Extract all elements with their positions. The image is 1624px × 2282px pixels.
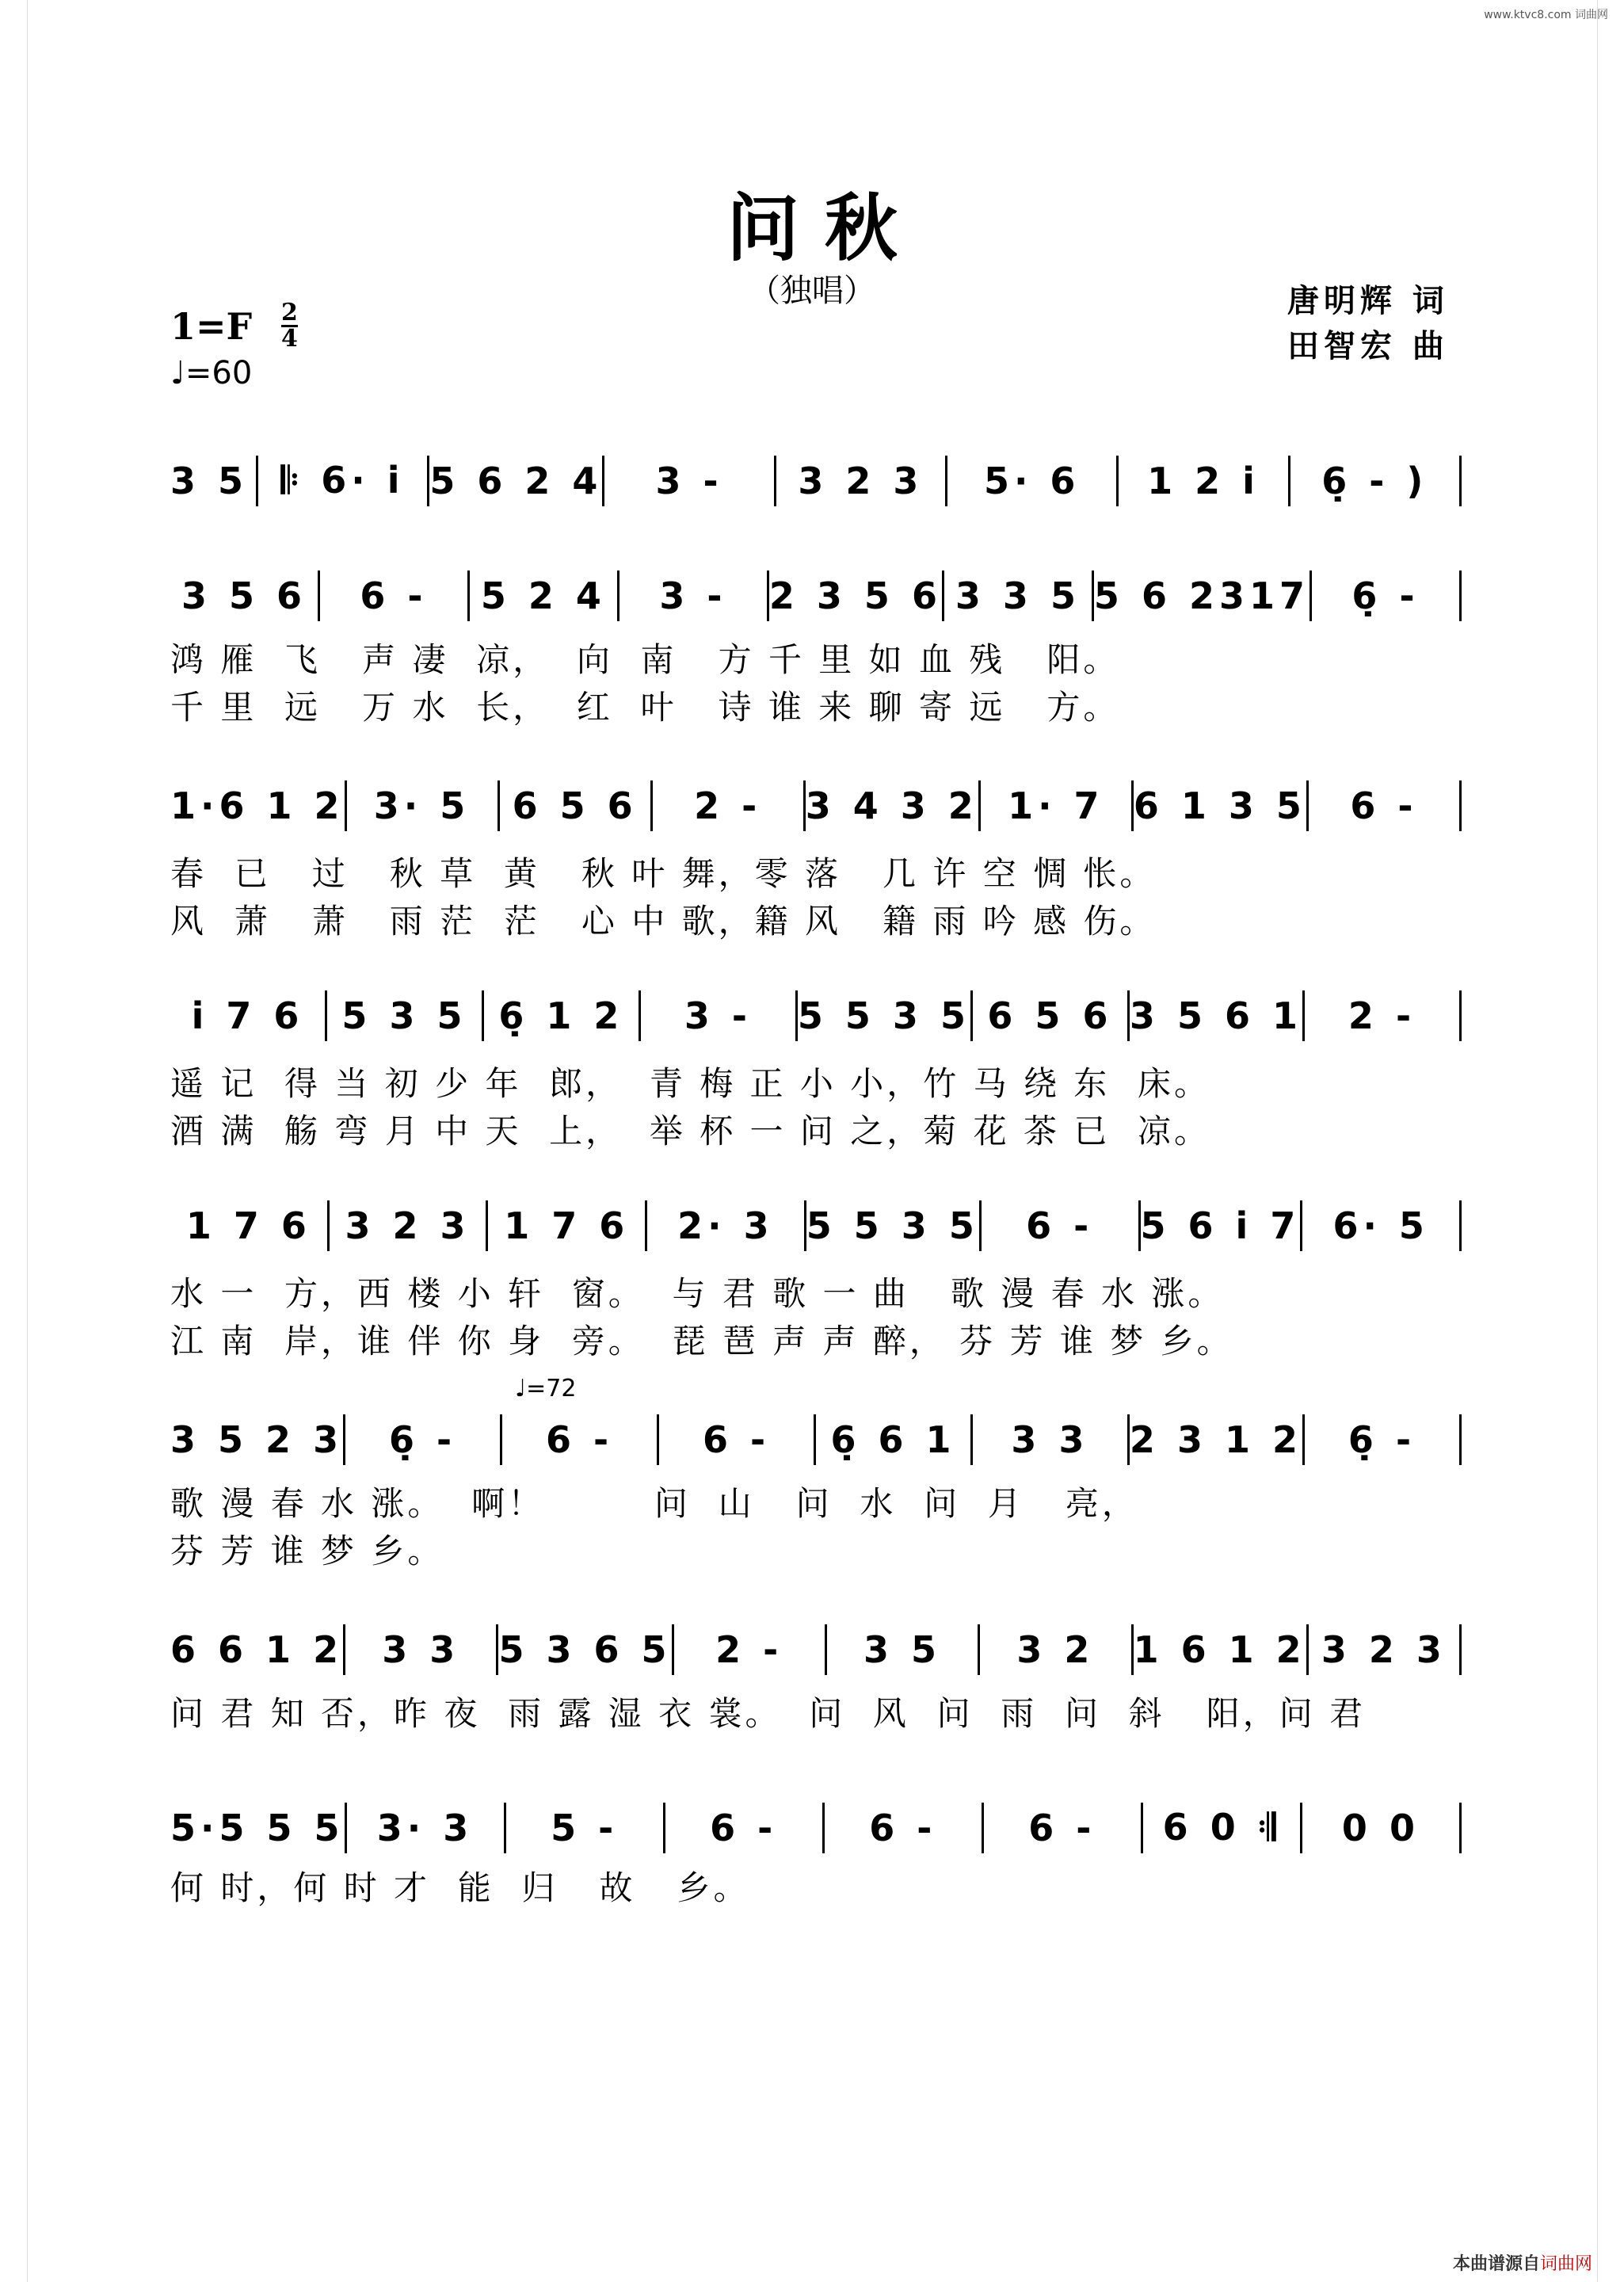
- watermark-bottom-prefix: 本曲谱源自: [1452, 2254, 1540, 2274]
- measure: 6 5 6: [987, 994, 1113, 1037]
- measure: 6 5 6: [512, 784, 638, 827]
- measure: 1 6 1 2: [1133, 1628, 1306, 1671]
- time-signature-top: 2: [281, 299, 298, 326]
- measure: 2 -: [694, 784, 762, 827]
- measure: 5 5 3 5: [797, 994, 970, 1037]
- measure: 6̣ 6 1: [830, 1418, 956, 1461]
- time-signature-bottom: 4: [281, 325, 298, 353]
- measure: 6 -: [869, 1807, 937, 1849]
- measure: 3 3: [382, 1628, 460, 1671]
- score-system: [170, 1803, 1462, 1853]
- measure: 6̣ -: [1351, 574, 1420, 617]
- barline: [1459, 1414, 1462, 1465]
- measure: 3 2: [1016, 1628, 1095, 1671]
- measure: 6̣ - ): [1321, 460, 1428, 502]
- lyric-line: 春 已 过 秋 草 黄 秋 叶 舞，零 落 几 许 空 惆 怅。: [170, 854, 1157, 893]
- barline: [1459, 456, 1462, 506]
- measure: 3 2 3: [798, 460, 924, 502]
- score-system: [170, 1200, 1462, 1251]
- measure: 6 -: [1028, 1807, 1096, 1849]
- lyric-line: 酒 满 觞 弯 月 中 天 上， 举 杯 一 问 之，菊 花 茶 已 凉。: [170, 1112, 1211, 1151]
- measure: 3· 3: [376, 1807, 474, 1849]
- measure: 1· 7: [1008, 784, 1104, 827]
- watermark-bottom: [1453, 2250, 1592, 2275]
- measure: 6 6 1 2: [170, 1628, 344, 1671]
- tempo-marking: ♩=60: [170, 355, 253, 391]
- score-system: [170, 990, 1462, 1041]
- measure: i 7 6: [191, 994, 304, 1037]
- measure: 3 5 6 1: [1129, 994, 1302, 1037]
- measure: 5· 6: [983, 460, 1081, 502]
- lyric-line: 何 时，何 时 才 能 归 故 乡。: [170, 1868, 750, 1907]
- measure: 3 3 5: [955, 574, 1081, 617]
- measure: 6 -: [1350, 784, 1418, 827]
- song-subtitle: （独唱）: [749, 273, 875, 309]
- measure: 5 3 5: [341, 994, 467, 1037]
- score-system: [170, 456, 1462, 506]
- measure: 3 5 2 3: [170, 1418, 344, 1461]
- measure: 5 -: [551, 1807, 619, 1849]
- lyric-line: 歌 漫 春 水 涨。 啊！ 问 山 问 水 问 月 亮，: [170, 1484, 1138, 1523]
- measure: 𝄆 6· i: [280, 459, 405, 502]
- measure: 5 5 3 5: [806, 1204, 979, 1247]
- tempo-change-marking: ♩=72: [515, 1375, 577, 1402]
- lyric-line: 风 萧 萧 雨 茫 茫 心 中 歌，籍 风 籍 雨 吟 感 伤。: [170, 902, 1157, 941]
- barline: [1459, 1624, 1462, 1675]
- lyric-line: 遥 记 得 当 初 少 年 郎， 青 梅 正 小 小，竹 马 绕 东 床。: [170, 1064, 1211, 1103]
- measure: 3 -: [684, 994, 752, 1037]
- measure: 5 2 4: [480, 574, 606, 617]
- barline: [1459, 570, 1462, 621]
- left-margin-strip: [0, 0, 28, 2282]
- song-title: 问 秋: [726, 185, 898, 271]
- measure: 3 -: [655, 460, 723, 502]
- measure: 3 5: [863, 1628, 942, 1671]
- measure: 2 3 1 2: [1129, 1418, 1302, 1461]
- lyric-line: 鸿 雁 飞 声 凄 凉， 向 南 方 千 里 如 血 残 阳。: [170, 640, 1120, 679]
- measure: 6̣ -: [389, 1418, 457, 1461]
- measure: 1 7 6: [504, 1204, 630, 1247]
- score-system: [170, 1624, 1462, 1675]
- measure: 3· 5: [373, 784, 471, 827]
- key-signature: 1=F: [170, 305, 253, 348]
- measure: 3 5 6: [181, 574, 307, 617]
- measure: 5 6 2 4: [429, 460, 603, 502]
- lyric-line: 芬 芳 谁 梦 乡。: [170, 1532, 444, 1570]
- measure: 1 2 i: [1147, 460, 1260, 502]
- lyric-line: 水 一 方，西 楼 小 轩 窗。 与 君 歌 一 曲 歌 漫 春 水 涨。: [170, 1274, 1225, 1313]
- measure: 1·6 1 2: [170, 784, 345, 827]
- watermark-top: www.ktvc8.com 词曲网: [1484, 9, 1608, 21]
- measure: 5 3 6 5: [498, 1628, 672, 1671]
- score-system: [170, 570, 1462, 621]
- right-margin-strip: [1597, 0, 1624, 2282]
- composer-credit: 田智宏 曲: [1287, 327, 1449, 364]
- measure: 2 -: [1348, 994, 1416, 1037]
- measure: 6 -: [702, 1418, 771, 1461]
- measure: 5·5 5 5: [170, 1807, 345, 1849]
- score-system: [170, 1414, 1462, 1465]
- lyric-line: 千 里 远 万 水 长， 红 叶 诗 谁 来 聊 寄 远 方。: [170, 688, 1120, 727]
- measure: 3 2 3: [345, 1204, 471, 1247]
- barline: [1459, 1200, 1462, 1251]
- lyric-line: 江 南 岸，谁 伴 你 身 旁。 琵 琶 声 声 醉， 芬 芳 谁 梦 乡。: [170, 1322, 1233, 1360]
- measure: 3 5: [170, 460, 249, 502]
- time-signature: [281, 301, 298, 351]
- measure: 6 -: [710, 1807, 778, 1849]
- measure: 3 3: [1011, 1418, 1089, 1461]
- measure: 2 -: [715, 1628, 783, 1671]
- measure: 2 3 5 6: [768, 574, 942, 617]
- measure: 5 6 2317: [1093, 574, 1309, 617]
- measure: 6̣ -: [1348, 1418, 1416, 1461]
- measure: 3 4 3 2: [805, 784, 978, 827]
- measure: 1 7 6: [185, 1204, 311, 1247]
- score-system: [170, 780, 1462, 831]
- barline: [1459, 1803, 1462, 1853]
- lyric-line: 问 君 知 否，昨 夜 雨 露 湿 衣 裳。 问 风 问 雨 问 斜 阳，问 君: [170, 1694, 1367, 1733]
- barline: [1459, 780, 1462, 831]
- barline: [1459, 990, 1462, 1041]
- lyricist-credit: 唐明辉 词: [1287, 282, 1449, 319]
- measure: 2· 3: [677, 1204, 774, 1247]
- measure: 3 -: [659, 574, 727, 617]
- measure: 6 0 𝄇: [1162, 1806, 1281, 1849]
- measure: 3 2 3: [1321, 1628, 1447, 1671]
- measure: 6 -: [545, 1418, 614, 1461]
- measure: 0 0: [1341, 1807, 1420, 1849]
- measure: 6̣ 1 2: [498, 994, 624, 1037]
- watermark-bottom-site: 词曲网: [1539, 2254, 1592, 2274]
- measure: 6 -: [360, 574, 428, 617]
- measure: 6 -: [1026, 1204, 1094, 1247]
- measure: 5 6 i 7: [1140, 1204, 1301, 1247]
- measure: 6· 5: [1332, 1204, 1429, 1247]
- measure: 6 1 3 5: [1133, 784, 1306, 827]
